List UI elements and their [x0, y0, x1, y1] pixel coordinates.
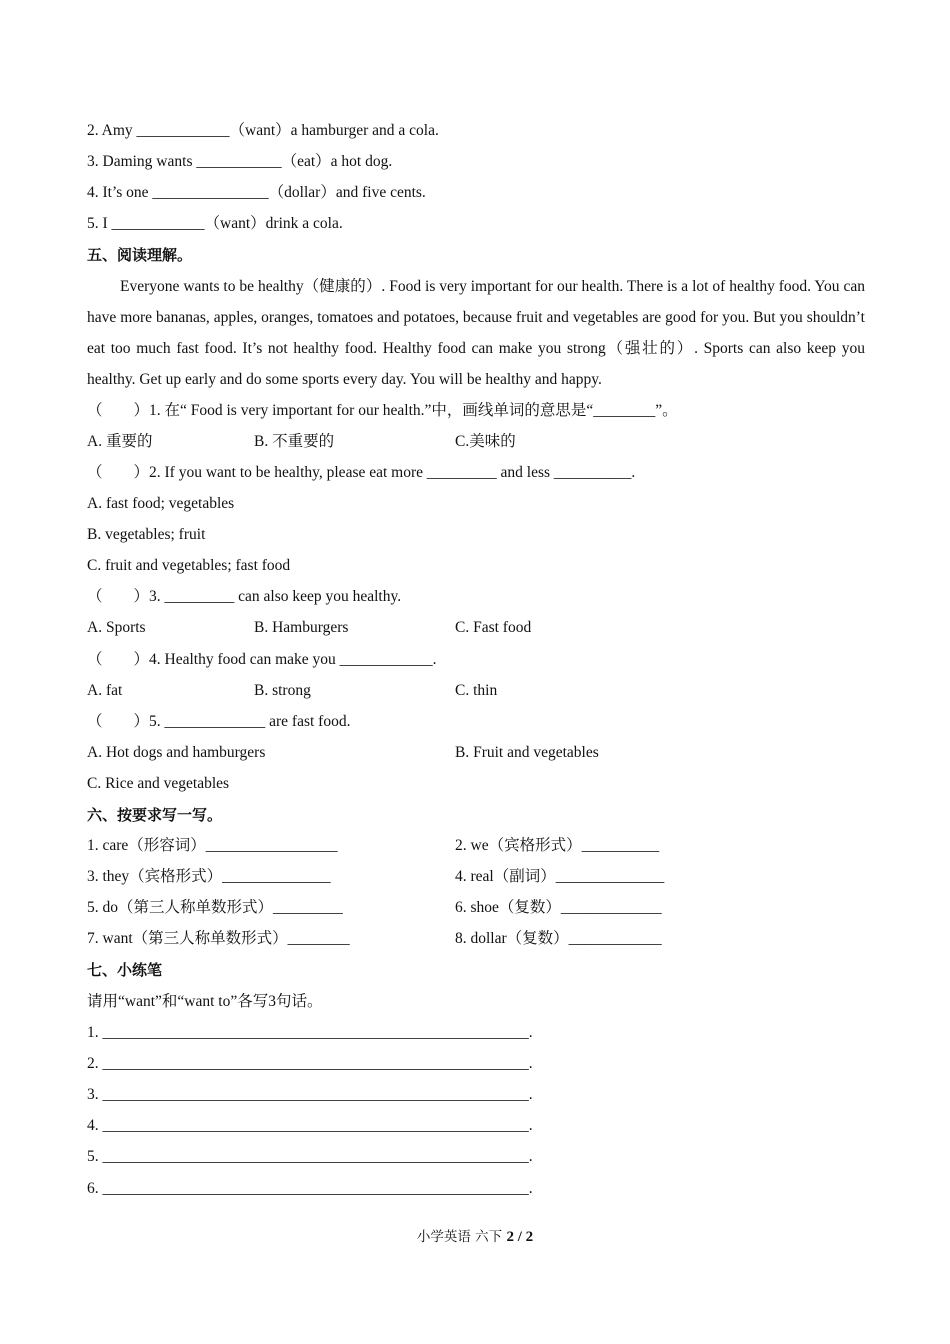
option-c: C. fruit and vegetables; fast food — [87, 557, 291, 574]
option-c: C. Rice and vegetables — [87, 775, 230, 792]
practice-instruction: 请用“want”和“want to”各写3句话。 — [87, 993, 323, 1010]
practice-line-1: 1. _______________________________________________________. — [87, 1024, 533, 1041]
write-item-7: 7. want（第三人称单数形式）________ — [87, 930, 350, 947]
write-item-5: 5. do（第三人称单数形式）_________ — [87, 899, 343, 916]
reading-question-1: （ ）1. 在“ Food is very important for our health.”中，画线单词的意思是“________”。 — [87, 402, 678, 419]
practice-line-5: 5. _______________________________________________________. — [87, 1148, 533, 1165]
option-c: C. thin — [455, 682, 498, 699]
reading-passage — [87, 271, 865, 395]
write-item-3: 3. they（宾格形式）______________ — [87, 868, 331, 885]
reading-question-2: （ ）2. If you want to be healthy, please eat more _________ and less __________. — [87, 464, 636, 481]
page-total: 2 — [525, 1229, 534, 1245]
option-b: B. strong — [254, 682, 311, 699]
write-item-6: 6. shoe（复数）_____________ — [455, 899, 662, 916]
option-a: A. 重要的 — [87, 433, 153, 450]
option-a: A. fast food; vegetables — [87, 495, 235, 512]
section-heading-write: 六、按要求写一写。 — [87, 806, 223, 824]
practice-line-2: 2. _______________________________________________________. — [87, 1055, 533, 1072]
option-b: B. Fruit and vegetables — [455, 744, 599, 761]
page-number: 2 — [506, 1229, 514, 1245]
fill-question-4: 4. It’s one _______________（dollar）and five cents. — [87, 184, 426, 201]
option-c: C.美味的 — [455, 433, 516, 450]
option-a: A. Sports — [87, 619, 146, 636]
fill-question-5: 5. I ____________（want）drink a cola. — [87, 215, 343, 232]
section-heading-reading: 五、阅读理解。 — [87, 246, 193, 264]
option-a: A. fat — [87, 682, 123, 699]
fill-question-2: 2. Amy ____________（want）a hamburger and a cola. — [87, 122, 439, 139]
write-item-4: 4. real（副词）______________ — [455, 868, 665, 885]
option-b: B. vegetables; fruit — [87, 526, 206, 543]
write-item-2: 2. we（宾格形式）__________ — [455, 837, 660, 854]
practice-line-3: 3. _______________________________________________________. — [87, 1086, 533, 1103]
reading-passage-text: Everyone wants to be healthy（健康的）. Food is very important for our health. There is a lot of healthy food. You can have more bananas, apples, oranges, tomatoes and potatoes, because fruit and vegetables are good for you. But you shouldn’t eat too much fast food. It’s not healthy food. Healthy food can make you strong（强壮的）. Sports can also keep you healthy. Get up early and do some sports every day. You will be healthy and happy. — [87, 278, 865, 388]
reading-question-3: （ ）3. _________ can also keep you healthy. — [87, 588, 402, 605]
reading-question-4: （ ）4. Healthy food can make you ____________. — [87, 651, 437, 668]
page-separator: / — [513, 1229, 526, 1245]
practice-line-4: 4. _______________________________________________________. — [87, 1117, 533, 1134]
page-footer — [0, 1225, 950, 1246]
option-b: B. Hamburgers — [254, 619, 349, 636]
option-c: C. Fast food — [455, 619, 532, 636]
option-b: B. 不重要的 — [254, 433, 335, 450]
fill-question-3: 3. Daming wants ___________（eat）a hot dog. — [87, 153, 393, 170]
practice-line-6: 6. _______________________________________________________. — [87, 1180, 533, 1197]
option-a: A. Hot dogs and hamburgers — [87, 744, 266, 761]
reading-question-5: （ ）5. _____________ are fast food. — [87, 713, 351, 730]
footer-label: 小学英语 六下 — [416, 1229, 503, 1245]
section-heading-practice: 七、小练笔 — [87, 961, 163, 979]
write-item-8: 8. dollar（复数）____________ — [455, 930, 662, 947]
write-item-1: 1. care（形容词）_________________ — [87, 837, 338, 854]
